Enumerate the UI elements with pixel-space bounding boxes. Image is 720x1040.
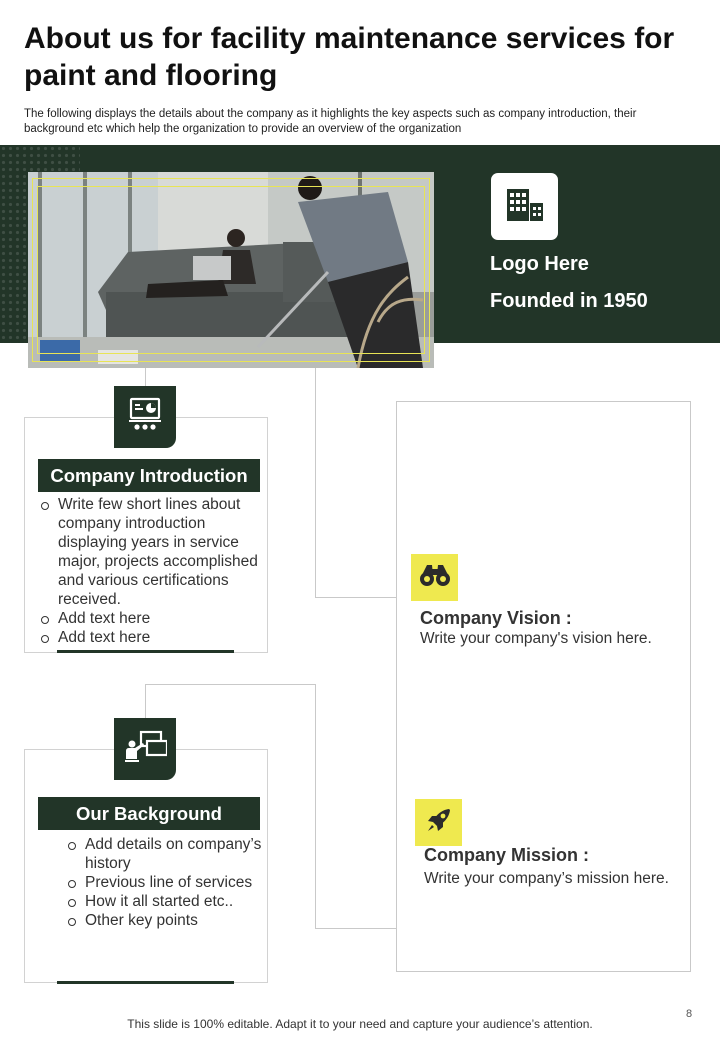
intro-heading: Company Introduction <box>38 459 260 492</box>
binoculars-icon <box>419 563 451 592</box>
vision-title: Company Vision : <box>420 608 572 628</box>
intro-icon-box <box>114 386 176 448</box>
mission-icon-box <box>415 799 462 846</box>
connector-line <box>315 597 397 598</box>
page-number: 8 <box>686 1008 693 1020</box>
connector-line <box>145 684 146 718</box>
logo-placeholder <box>491 173 558 240</box>
list-item: How it all started etc.. <box>66 892 266 911</box>
footer-note: This slide is 100% editable. Adapt it to your need and capture your audience’s attention. <box>127 1017 593 1031</box>
connector-line <box>315 684 316 928</box>
vision-icon-box <box>411 554 458 601</box>
background-underbar <box>57 981 234 984</box>
list-item: Write few short lines about company introduction displaying years in service major, projects accomplished and various certifications received. <box>39 495 265 609</box>
founded-label: Founded in 1950 <box>490 290 648 312</box>
connector-line <box>315 368 316 597</box>
rocket-icon <box>425 806 453 839</box>
mission-title: Company Mission : <box>424 845 590 865</box>
list-item: Add details on company’s history <box>66 835 266 873</box>
list-item: Other key points <box>66 911 266 930</box>
background-heading: Our Background <box>38 797 260 830</box>
intro-list <box>39 495 265 647</box>
list-item: Add text here <box>39 628 265 647</box>
mission-text: Write your company’s mission here. <box>424 870 669 887</box>
page-subtitle: The following displays the details about the company as it highlights the key aspects such as company introduction, their background etc which help the organization to provide an overview of the organization <box>24 108 637 135</box>
page-title: About us for facility maintenance services for paint and flooring <box>24 22 675 92</box>
logo-label: Logo Here <box>490 253 589 275</box>
connector-line <box>145 368 146 386</box>
background-list <box>66 835 266 930</box>
building-icon <box>505 187 545 226</box>
connector-line <box>145 684 315 685</box>
photo-frame-inner <box>37 186 425 354</box>
connector-line <box>315 928 397 929</box>
list-item: Add text here <box>39 609 265 628</box>
presenter-icon <box>123 729 167 770</box>
vision-text: Write your company's vision here. <box>420 630 652 647</box>
intro-underbar <box>57 650 234 653</box>
presentation-icon <box>125 397 165 438</box>
background-icon-box <box>114 718 176 780</box>
list-item: Previous line of services <box>66 873 266 892</box>
